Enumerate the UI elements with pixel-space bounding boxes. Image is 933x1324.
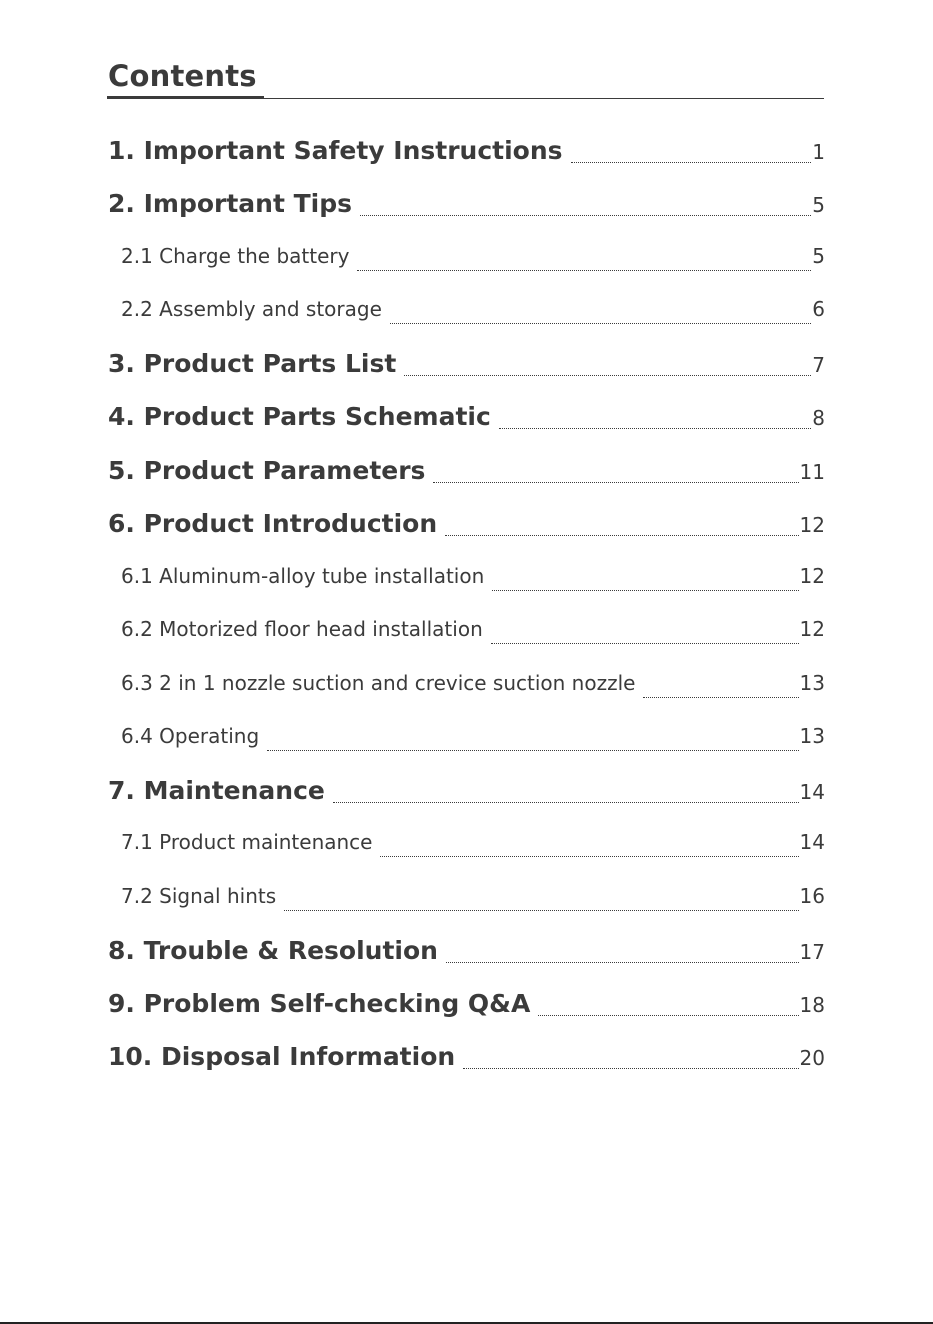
toc-entry[interactable]	[121, 671, 825, 707]
toc-dot-leader	[390, 322, 811, 324]
toc-page-number: 5	[812, 244, 825, 268]
toc-dot-leader	[445, 534, 798, 536]
toc-page-number: 8	[812, 406, 825, 430]
toc-entry[interactable]	[108, 1042, 825, 1078]
toc-entry[interactable]	[108, 776, 825, 812]
toc-page-number: 14	[799, 830, 825, 854]
toc-page-number: 13	[799, 671, 825, 695]
toc-dot-leader	[492, 589, 798, 591]
toc-entry-label: 6.4 Operating	[121, 724, 260, 748]
toc-page-number: 12	[799, 513, 825, 537]
toc-entry-label: 2. Important Tips	[108, 189, 353, 218]
toc-entry[interactable]	[108, 349, 825, 385]
toc-dot-leader	[380, 855, 798, 857]
toc-dot-leader	[333, 801, 799, 803]
toc-entry[interactable]	[121, 830, 825, 866]
toc-page-number: 11	[799, 460, 825, 484]
toc-page-number: 17	[799, 940, 825, 964]
toc-entry-label: 6.3 2 in 1 nozzle suction and crevice suction nozzle	[121, 671, 636, 695]
toc-dot-leader	[499, 427, 811, 429]
toc-page-number: 16	[799, 884, 825, 908]
toc-dot-leader	[643, 696, 798, 698]
toc-entry-label: 9. Problem Self-checking Q&A	[108, 989, 531, 1018]
toc-entry-label: 8. Trouble & Resolution	[108, 936, 438, 965]
toc-dot-leader	[267, 749, 798, 751]
toc-entry[interactable]	[121, 564, 825, 600]
toc-entry[interactable]	[108, 936, 825, 972]
toc-entry[interactable]	[108, 136, 825, 172]
toc-entry[interactable]	[108, 456, 825, 492]
toc-dot-leader	[357, 269, 811, 271]
toc-page-number: 7	[812, 353, 825, 377]
toc-entry[interactable]	[121, 244, 825, 280]
toc-entry[interactable]	[108, 509, 825, 545]
toc-entry-label: 4. Product Parts Schematic	[108, 402, 491, 431]
toc-entry-label: 1. Important Safety Instructions	[108, 136, 563, 165]
toc-dot-leader	[538, 1014, 798, 1016]
page-title: Contents	[108, 59, 257, 93]
toc-entry[interactable]	[108, 402, 825, 438]
toc-entry-label: 10. Disposal Information	[108, 1042, 456, 1071]
toc-page-number: 13	[799, 724, 825, 748]
toc-entry[interactable]	[108, 189, 825, 225]
toc-page-number: 5	[812, 193, 825, 217]
toc-entry-label: 6.2 Motorized floor head installation	[121, 617, 483, 641]
toc-dot-leader	[284, 909, 798, 911]
toc-page-number: 12	[799, 617, 825, 641]
toc-page-number: 1	[812, 140, 825, 164]
toc-entry-label: 6. Product Introduction	[108, 509, 438, 538]
toc-dot-leader	[491, 642, 799, 644]
toc-entry-label: 3. Product Parts List	[108, 349, 397, 378]
toc-page-number: 6	[812, 297, 825, 321]
toc-entry-label: 7.2 Signal hints	[121, 884, 277, 908]
toc-entry-label: 6.1 Aluminum-alloy tube installation	[121, 564, 485, 588]
toc-entry[interactable]	[121, 297, 825, 333]
toc-entry[interactable]	[121, 884, 825, 920]
toc-page-number: 18	[799, 993, 825, 1017]
toc-page-number: 20	[799, 1046, 825, 1070]
toc-dot-leader	[360, 214, 811, 216]
toc-page-number: 12	[799, 564, 825, 588]
toc-entry-label: 2.1 Charge the battery	[121, 244, 350, 268]
toc-dot-leader	[404, 374, 811, 376]
toc-entry-label: 7.1 Product maintenance	[121, 830, 373, 854]
toc-page-number: 14	[799, 780, 825, 804]
toc-entry[interactable]	[108, 989, 825, 1025]
toc-dot-leader	[463, 1067, 798, 1069]
toc-entry-label: 2.2 Assembly and storage	[121, 297, 382, 321]
toc-entry[interactable]	[121, 617, 825, 653]
toc-dot-leader	[571, 161, 812, 163]
toc-dot-leader	[433, 481, 798, 483]
toc-dot-leader	[446, 961, 799, 963]
toc-entry-label: 7. Maintenance	[108, 776, 325, 805]
toc-entry[interactable]	[121, 724, 825, 760]
toc-entry-label: 5. Product Parameters	[108, 456, 426, 485]
